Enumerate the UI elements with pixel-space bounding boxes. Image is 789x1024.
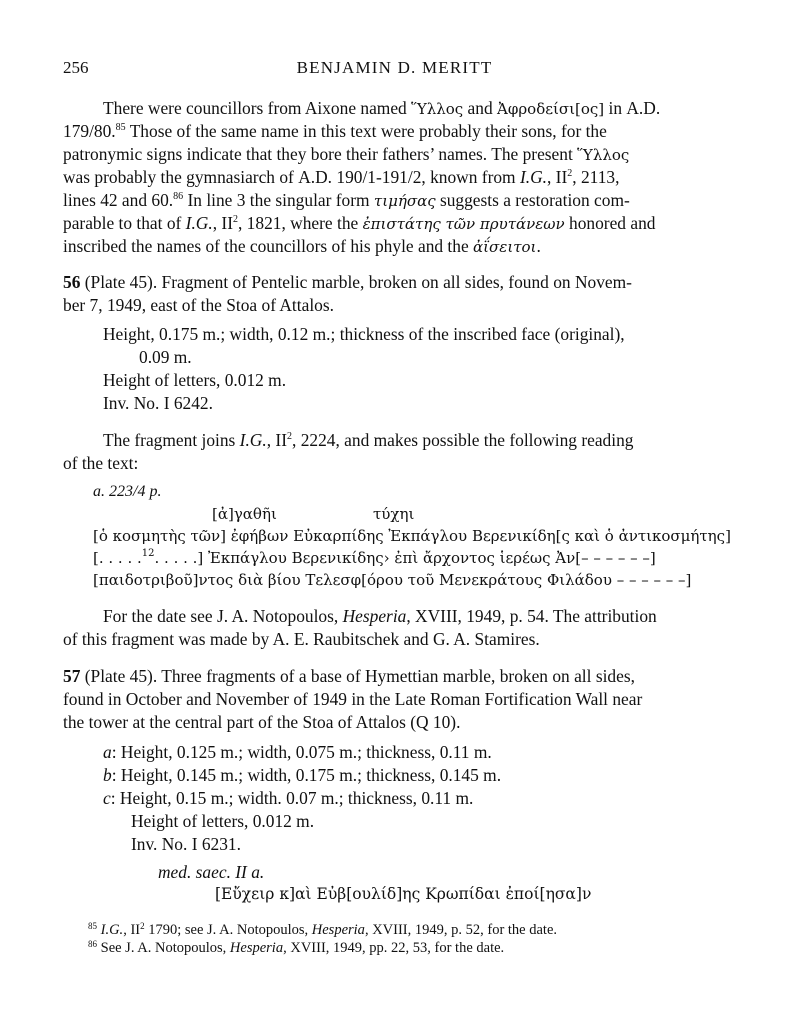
entry56-line1: 56 (Plate 45). Fragment of Pentelic marble, broken on all sides, found on Novem- [63, 272, 632, 292]
entry56-inv: Inv. No. I 6242. [103, 393, 213, 413]
entry-number: 56 [63, 272, 81, 292]
inscription-line1b: τύχηι [373, 505, 415, 523]
entry57-line1: 57 (Plate 45). Three fragments of a base of Hymettian marble, broken on all sides, [63, 666, 635, 686]
fragment-c: c: Height, 0.15 m.; width. 0.07 m.; thickness, 0.11 m. [103, 788, 474, 808]
entry57-inscription: [Εὔχειρ κ]αὶ Εὐβ[ουλίδ]ης Κρωπίδαι ἐποί[ησα]ν [215, 885, 592, 903]
entry56-letter-height: Height of letters, 0.012 m. [103, 370, 287, 390]
running-head: BENJAMIN D. MERITT [296, 58, 493, 77]
para1-line7: inscribed the names of the councillors of his phyle and the ἀΐσειτοι. [63, 236, 541, 256]
entry56-line2: ber 7, 1949, east of the Stoa of Attalos. [63, 295, 334, 315]
para1-line3: patronymic signs indicate that they bore their fathers’ names. The present Ὕλλος [63, 144, 630, 164]
footnote-86: $^{86}$ See J. A. Notopoulos, Hesperia, XVIII, 1949, pp. 22, 53, for the date. [88, 939, 505, 956]
fragment-b: b: Height, 0.145 m.; width, 0.175 m.; thickness, 0.145 m. [103, 765, 502, 785]
inscription-line1a: [ἀ]γαθῆι [212, 505, 277, 523]
inscription-line2: [ὁ κοσμητὴς τῶν] ἐφήβων Εὐκαρπίδης Ἐκπάγλου Βερενικίδη[ς καὶ ὁ ἀντικοσμήτης] [93, 527, 731, 545]
entry56-dimensions-cont: 0.09 m. [139, 347, 192, 367]
para1-line1: There were councillors from Aixone named Ὕλλος and Ἀφροδείσι[ος] in A.D. [103, 98, 661, 118]
entry56-dimensions: Height, 0.175 m.; width, 0.12 m.; thickness of the inscribed face (original), [103, 324, 625, 344]
entry-number: 57 [63, 666, 81, 686]
page-number: 256 [63, 58, 89, 77]
entry57-line2: found in October and November of 1949 in the Late Roman Fortification Wall near [63, 689, 643, 709]
para1-line6: parable to that of I.G., $II^2$, 1821, where the ἐπιστάτης τῶν πρυτάνεων honored and [63, 213, 656, 233]
para1-line4: was probably the gymnasiarch of A.D. 190/1-191/2, known from I.G., $II^2$, 2113, [63, 167, 620, 187]
entry56-note-line1: For the date see J. A. Notopoulos, Hesperia, XVIII, 1949, p. 54. The attribution [103, 606, 657, 626]
inscription-line4: [παιδοτριβοῦ]ντος διὰ βίου Τελεσφ[όρου τοῦ Μενεκράτους Φιλάδου – – – – – –] [93, 571, 692, 589]
para1-line5: lines 42 and 60.86 In line 3 the singular form τιμήσας suggests a restoration com- [63, 190, 630, 210]
entry57-inv: Inv. No. I 6231. [131, 834, 241, 854]
inscription-line3: [. . . . .$^{12}$. . . . .] Ἐκπάγλου Βερενικίδης› ἐπὶ ἄρχοντος ἱερέως Ἀν[– – – – – –] [93, 548, 656, 567]
footnote-85: $^{85}$ I.G., $II^2$ 1790; see J. A. Notopoulos, Hesperia, XVIII, 1949, p. 52, for the date. [88, 921, 558, 938]
para1-line2: 179/80.85 Those of the same name in this text were probably their sons, for the [63, 121, 607, 141]
entry57-date: med. saec. II a. [158, 862, 265, 882]
entry56-date: a. 223/4 p. [93, 483, 162, 500]
entry57-letter-height: Height of letters, 0.012 m. [131, 811, 315, 831]
entry56-para-line1: The fragment joins I.G., $II^2$, 2224, and makes possible the following reading [103, 430, 634, 450]
entry56-note-line2: of this fragment was made by A. E. Raubitschek and G. A. Stamires. [63, 629, 540, 649]
entry56-para-line2: of the text: [63, 453, 139, 473]
fragment-a: a: Height, 0.125 m.; width, 0.075 m.; thickness, 0.11 m. [103, 742, 492, 762]
entry57-line3: the tower at the central part of the Stoa of Attalos (Q 10). [63, 712, 461, 732]
